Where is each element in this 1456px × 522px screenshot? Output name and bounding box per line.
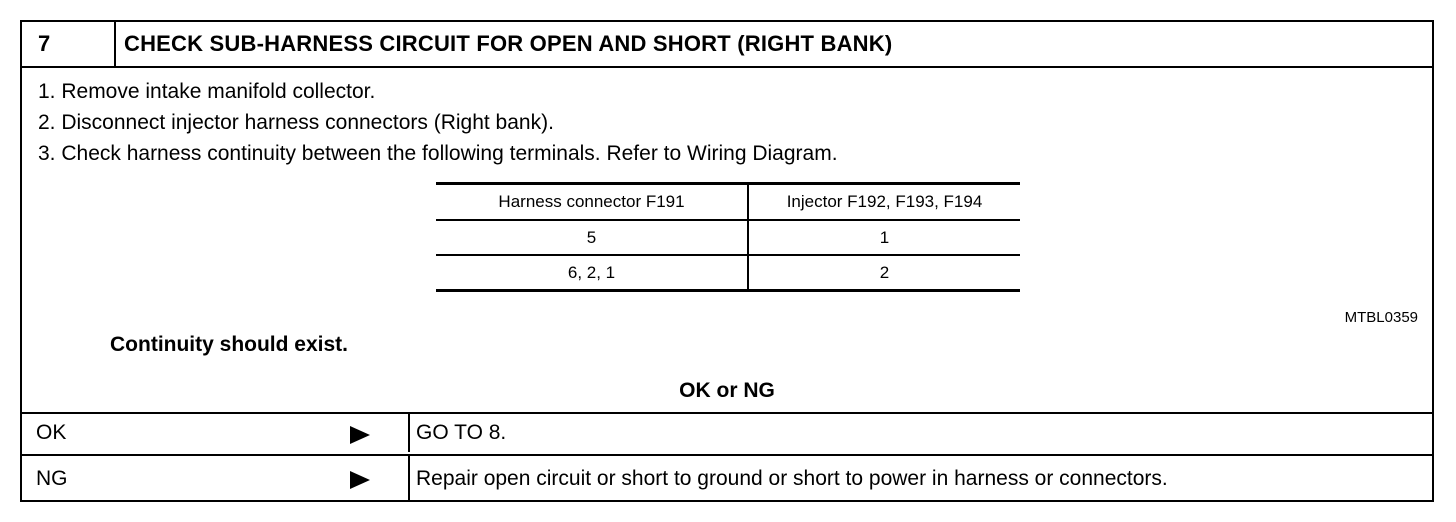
outcome-label: OK: [36, 421, 67, 444]
column-header-harness-connector: Harness connector F191: [436, 184, 748, 221]
expected-result: Continuity should exist.: [110, 333, 349, 356]
continuity-table: [436, 182, 1020, 292]
decision-label: OK or NG: [679, 379, 775, 402]
arrow-right-icon: [350, 471, 370, 489]
outcome-row-ok: [22, 412, 1432, 452]
instruction-step-3: 3. Check harness continuity between the following terminals. Refer to Wiring Diagram.: [38, 142, 838, 165]
instruction-list: [38, 76, 838, 169]
instruction-step-2: 2. Disconnect injector harness connectors (Right bank).: [38, 111, 554, 134]
step-title: CHECK SUB-HARNESS CIRCUIT FOR OPEN AND SHORT (RIGHT BANK): [124, 31, 893, 56]
divider: [408, 414, 410, 452]
table-cell: 5: [436, 220, 748, 255]
procedure-header: [22, 22, 1432, 68]
outcome-action: GO TO 8.: [416, 421, 507, 444]
outcome-label: NG: [36, 467, 68, 490]
arrow-right-icon: [350, 426, 370, 444]
table-row: [436, 255, 1020, 291]
table-header-row: [436, 184, 1020, 221]
column-header-injector: Injector F192, F193, F194: [748, 184, 1020, 221]
table-cell: 1: [748, 220, 1020, 255]
divider: [408, 456, 410, 502]
step-number: 7: [22, 22, 116, 66]
diagnostic-procedure-box: [20, 20, 1434, 502]
table-row: [436, 220, 1020, 255]
instruction-step-1: 1. Remove intake manifold collector.: [38, 80, 376, 103]
table-cell: 2: [748, 255, 1020, 291]
outcome-row-ng: [22, 454, 1432, 502]
outcome-action: Repair open circuit or short to ground or short to power in harness or connectors.: [416, 467, 1168, 490]
table-cell: 6, 2, 1: [436, 255, 748, 291]
reference-code: MTBL0359: [1344, 309, 1418, 326]
